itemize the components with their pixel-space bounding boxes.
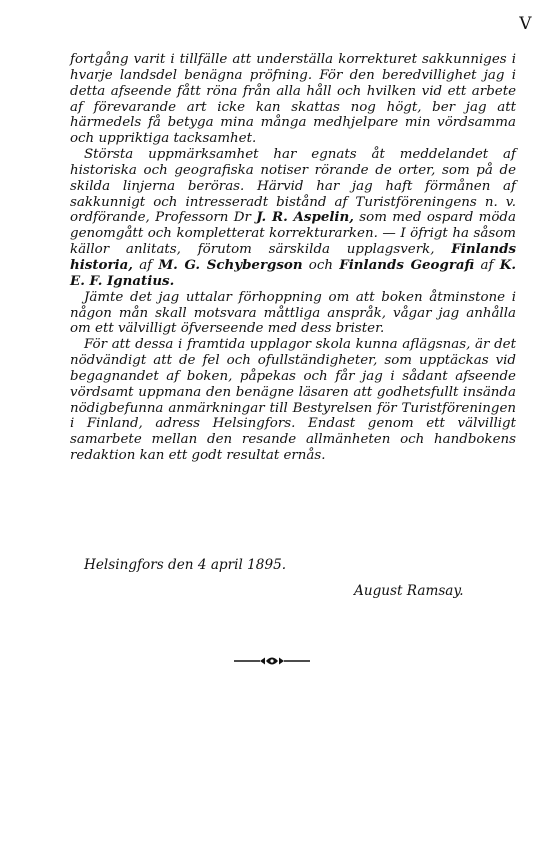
signature: August Ramsay. xyxy=(354,583,464,599)
place-date-line: Helsingfors den 4 april 1895. xyxy=(84,557,287,573)
book-finlands-historia: Finlands historia, xyxy=(70,241,516,273)
name-schybergson: M. G. Schybergson xyxy=(158,256,303,273)
page-number: V xyxy=(519,14,532,34)
body-text xyxy=(70,52,516,464)
paragraph-2-text-c: af xyxy=(132,257,159,273)
paragraph-2-text-e: af xyxy=(474,257,500,273)
book-finlands-geografi: Finlands Geografi xyxy=(339,256,475,273)
name-ignatius: K. E. F. Ignatius. xyxy=(70,256,516,289)
paragraph-2 xyxy=(70,147,516,290)
ornamental-divider-icon xyxy=(232,653,312,669)
paragraph-2-text-d: och xyxy=(302,257,340,273)
paragraph-3: Jämte det jag uttalar förhoppning om att boken åtminstone i någon mån skall motsvara måttliga anspråk, vågar jag anhålla om ett välvilligt öfverseende med dess brister. xyxy=(70,289,516,337)
paragraph-1: fortgång varit i tillfälle att underställa korrekturet sakkunniges i hvarje landsdel benägna pröfning. För den beredvillighet jag i detta afseende fått röna från alla håll och hvilken vid ett arbete af förevarande art icke kan skattas nog högt, ber jag att härmedels få betyga mina många medhjelpare min vördsamma och uppriktiga tacksamhet. xyxy=(70,52,516,147)
paragraph-2-text-a: Största uppmärksamhet har egnats åt meddelandet af historiska och geografiska notiser rörande de orter, som på de skilda linjerna beröras. Härvid har jag haft förmånen af sakkunnigt och intresseradt bistånd af Turistföreningens n. v. ordförande, Professorn Dr xyxy=(70,147,516,226)
name-aspelin: J. R. Aspelin, xyxy=(256,209,354,226)
paragraph-4: För att dessa i framtida upplagor skola kunna aflägsnas, är det nödvändigt att de fel och ofullständigheter, som upptäckas vid begagnandet af boken, påpekas och får jag i sådant afseende vördsamt uppmana den benägne läsaren att godhetsfullt insända nödigbefunna anmärkningar till Bestyrelsen för Turistföreningen i Finland, adress Helsingfors. Endast genom ett välvilligt samarbete mellan den resande allmänheten och handbokens redaktion kan ett godt resultat ernås. xyxy=(70,337,516,464)
paragraph-2-text-b: som med ospard möda genomgått och kompletterat korrekturarken. — I öfrigt ha såsom källor anlitats, förutom särskilda upplagsverk, xyxy=(70,210,516,258)
